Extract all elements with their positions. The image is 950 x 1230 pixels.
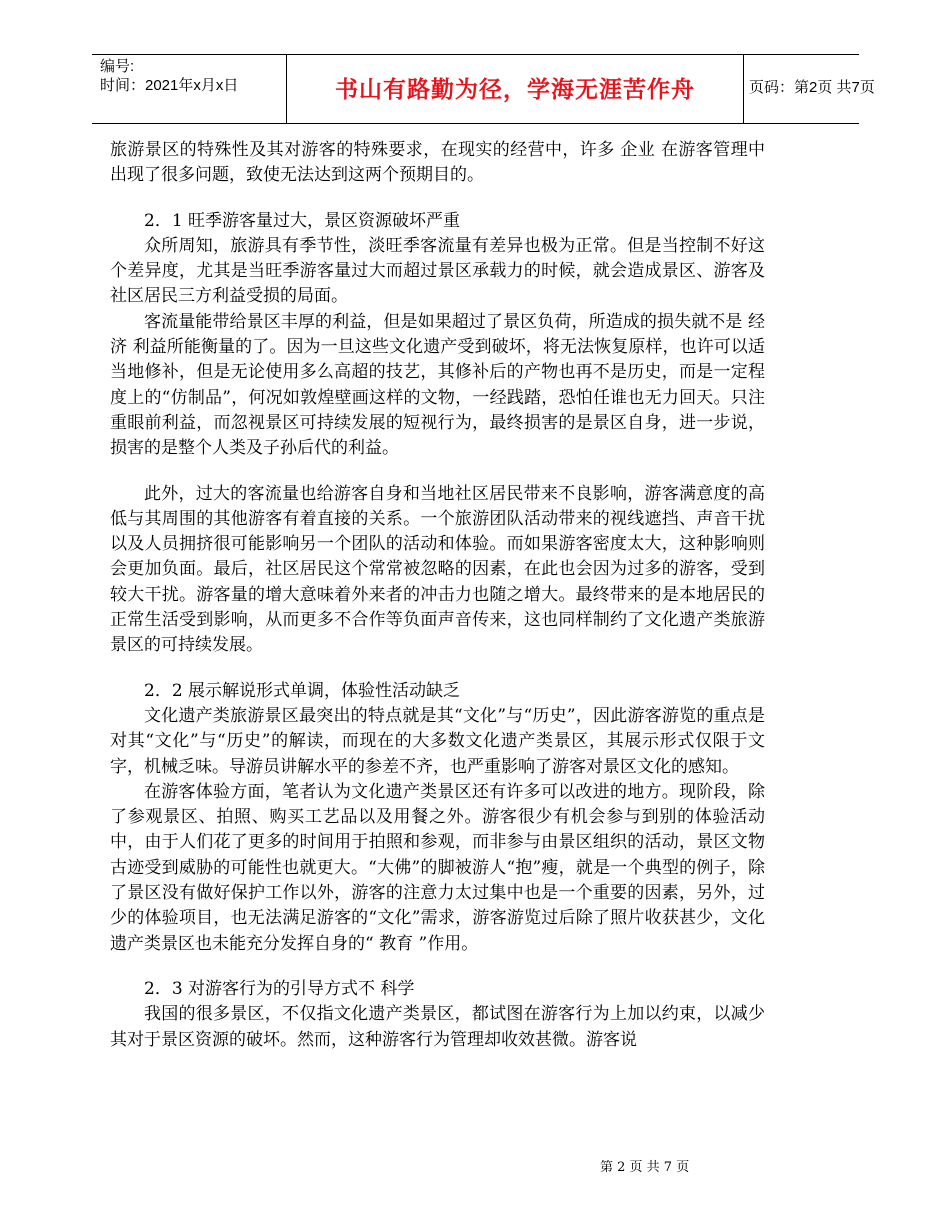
page-info: 页码：第2页 共7页	[749, 79, 875, 96]
header-page-cell	[743, 55, 875, 123]
header-table	[92, 54, 875, 124]
header-motto-cell	[286, 55, 744, 123]
paragraph: 文化遗产类旅游景区最突出的特点就是其“文化”与“历史”，因此游客游览的重点是对其“文化”与“历史”的解读，而现在的大多数文化遗产类景区，其展示形式仅限于文字，机械乏味。导游员讲解水平的参差不齐，也严重影响了游客对景区文化的感知。	[110, 705, 765, 777]
document-body	[110, 138, 765, 1053]
paragraph: 在游客体验方面，笔者认为文化遗产类景区还有许多可以改进的地方。现阶段，除了参观景区、拍照、购买工艺品以及用餐之外。游客很少有机会参与到别的体验活动中，由于人们花了更多的时间用于拍照和参观，而非参与由景区组织的活动，景区文物古迹受到威胁的可能性也就更大。“大佛”的脚被游人“抱”瘦，就是一个典型的例子，除了景区没有做好保护工作以外，游客的注意力太过集中也是一个重要的因素，另外，过少的体验项目，也无法满足游客的“文化”需求，游客游览过后除了照片收获甚少，文化遗产类景区也未能充分发挥自身的“ 教育 ”作用。	[110, 781, 765, 954]
document-time-label: 时间：2021年x月x日	[100, 77, 239, 94]
paragraph: 此外，过大的客流量也给游客自身和当地社区居民带来不良影响，游客满意度的高低与其周围的其他游客有着直接的关系。一个旅游团队活动带来的视线遮挡、声音干扰以及人员拥挤很可能影响另一个团队的活动和体验。而如果游客密度太大，这种影响则会更加负面。最后，社区居民这个常常被忽略的因素，在此也会因为过多的游客，受到较大干扰。游客量的增大意味着外来者的冲击力也随之增大。最终带来的是本地居民的正常生活受到影响，从而更多不合作等负面声音传来，这也同样制约了文化遗产类旅游景区的可持续发展。	[110, 483, 765, 656]
paragraph: 我国的很多景区，不仅指文化遗产类景区，都试图在游客行为上加以约束，以减少其对于景区资源的破坏。然而，这种游客行为管理却收效甚微。游客说	[110, 1004, 765, 1050]
footer-page-number: 第 2 页 共 7 页	[600, 1160, 690, 1175]
section-heading-2-1: 2．1 旺季游客量过大，景区资源破坏严重	[144, 210, 461, 231]
paragraph: 众所周知，旅游具有季节性，淡旺季客流量有差异也极为正常。但是当控制不好这个差异度，尤其是当旺季游客量过大而超过景区承载力的时候，就会造成景区、游客及社区居民三方利益受损的局面。	[110, 235, 765, 307]
section-heading-2-3: 2．3 对游客行为的引导方式不 科学	[144, 978, 415, 999]
document-number-label: 编号:	[100, 58, 135, 75]
paragraph: 客流量能带给景区丰厚的利益，但是如果超过了景区负荷，所造成的损失就不是 经济 利益所能衡量的了。因为一旦这些文化遗产受到破坏，将无法恢复原样，也许可以适当地修补，但是无论使用多么高超的技艺，其修补后的产物也再不是历史，而是一定程度上的“仿制品”，何况如敦煌壁画这样的文物，一经践踏，恐怕任谁也无力回天。只注重眼前利益，而忽视景区可持续发展的短视行为，最终损害的是景区自身，进一步说，损害的是整个人类及子孙后代的利益。	[110, 311, 765, 459]
header-meta-cell	[92, 55, 286, 123]
motto-text: 书山有路勤为径，学海无涯苦作舟	[335, 77, 695, 103]
paragraph: 旅游景区的特殊性及其对游客的特殊要求，在现实的经营中，许多 企业 在游客管理中出现了很多问题，致使无法达到这两个预期目的。	[110, 140, 765, 186]
section-heading-2-2: 2．2 展示解说形式单调，体验性活动缺乏	[144, 680, 461, 701]
